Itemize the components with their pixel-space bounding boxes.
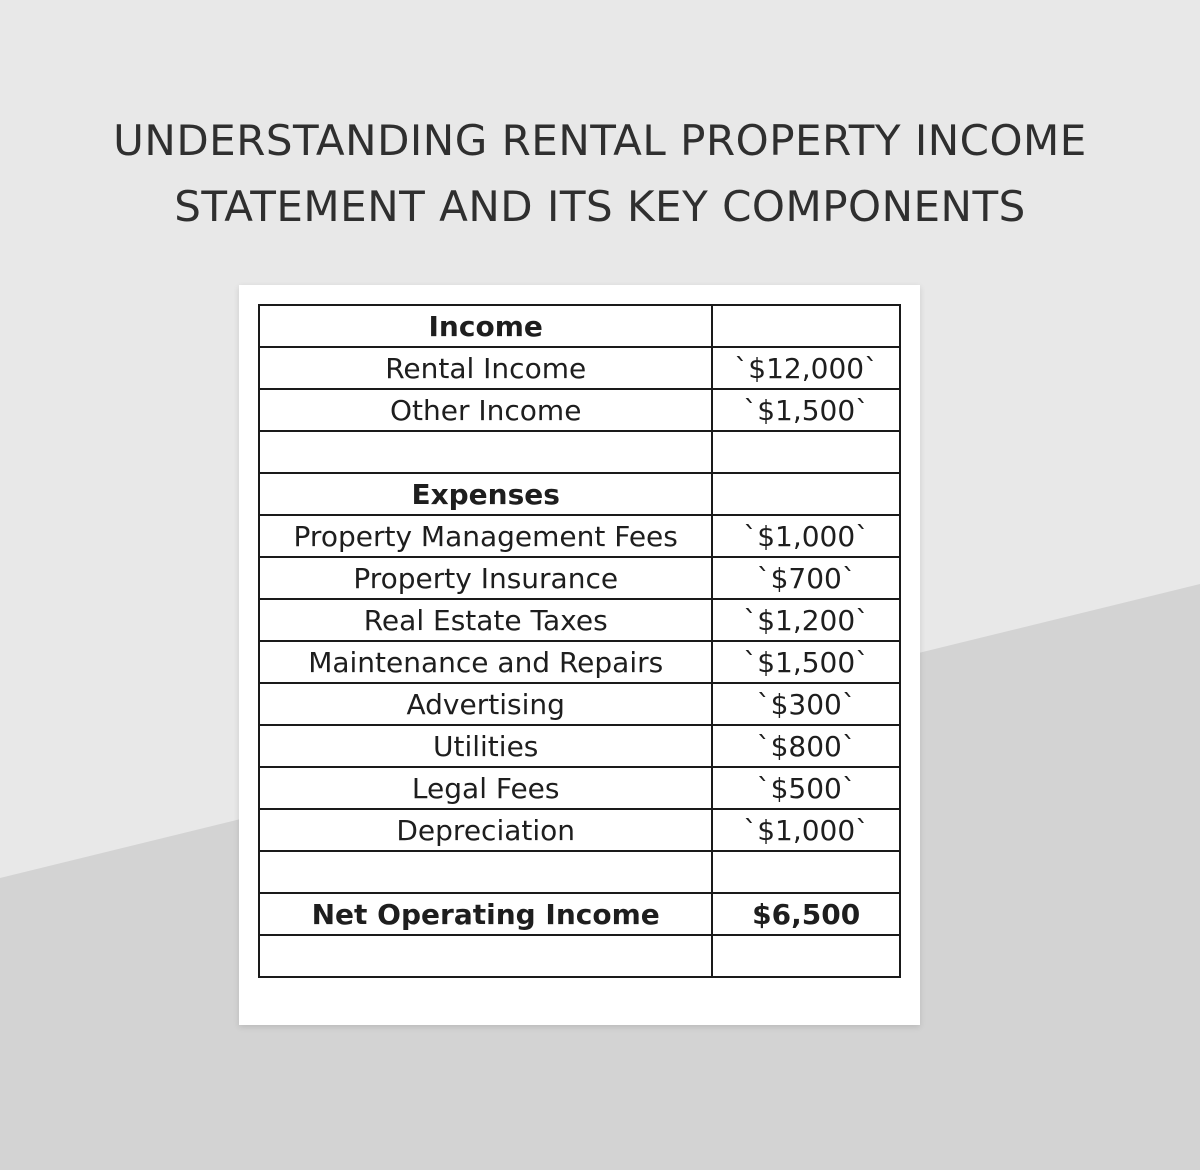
row-label-cell: Maintenance and Repairs [259, 641, 712, 683]
table-row [259, 725, 900, 767]
row-label-cell: Income [259, 305, 712, 347]
row-label-cell: Property Management Fees [259, 515, 712, 557]
table-row [259, 851, 900, 893]
row-label-cell [259, 935, 712, 977]
row-label-cell: Advertising [259, 683, 712, 725]
row-value-cell [712, 935, 900, 977]
row-value-cell [712, 851, 900, 893]
row-label-cell: Property Insurance [259, 557, 712, 599]
row-value-cell: `$1,000` [712, 809, 900, 851]
table-row [259, 809, 900, 851]
table-row [259, 599, 900, 641]
row-value-cell [712, 473, 900, 515]
row-label-cell: Legal Fees [259, 767, 712, 809]
table-row [259, 641, 900, 683]
row-value-cell: `$300` [712, 683, 900, 725]
row-value-cell: `$700` [712, 557, 900, 599]
page-title [0, 108, 1200, 240]
table-row [259, 683, 900, 725]
row-value-cell: `$500` [712, 767, 900, 809]
row-value-cell: $6,500 [712, 893, 900, 935]
row-value-cell: `$1,200` [712, 599, 900, 641]
table-row [259, 305, 900, 347]
row-value-cell [712, 431, 900, 473]
row-label-cell: Depreciation [259, 809, 712, 851]
row-label-cell: Rental Income [259, 347, 712, 389]
row-label-cell: Expenses [259, 473, 712, 515]
table-row [259, 893, 900, 935]
page-title-line-2: STATEMENT AND ITS KEY COMPONENTS [174, 182, 1026, 231]
table-row [259, 557, 900, 599]
table-row [259, 473, 900, 515]
table-row [259, 767, 900, 809]
row-label-cell: Other Income [259, 389, 712, 431]
row-value-cell: `$1,500` [712, 641, 900, 683]
row-label-cell: Utilities [259, 725, 712, 767]
income-statement-table [258, 304, 901, 978]
table-row [259, 389, 900, 431]
table-row [259, 515, 900, 557]
row-value-cell: `$800` [712, 725, 900, 767]
row-value-cell [712, 305, 900, 347]
row-value-cell: `$1,000` [712, 515, 900, 557]
row-value-cell: `$1,500` [712, 389, 900, 431]
table-row [259, 347, 900, 389]
row-label-cell: Net Operating Income [259, 893, 712, 935]
table-row [259, 431, 900, 473]
row-label-cell [259, 431, 712, 473]
row-value-cell: `$12,000` [712, 347, 900, 389]
statement-card [239, 285, 920, 1025]
table-row [259, 935, 900, 977]
page-title-line-1: UNDERSTANDING RENTAL PROPERTY INCOME [113, 116, 1087, 165]
row-label-cell: Real Estate Taxes [259, 599, 712, 641]
row-label-cell [259, 851, 712, 893]
